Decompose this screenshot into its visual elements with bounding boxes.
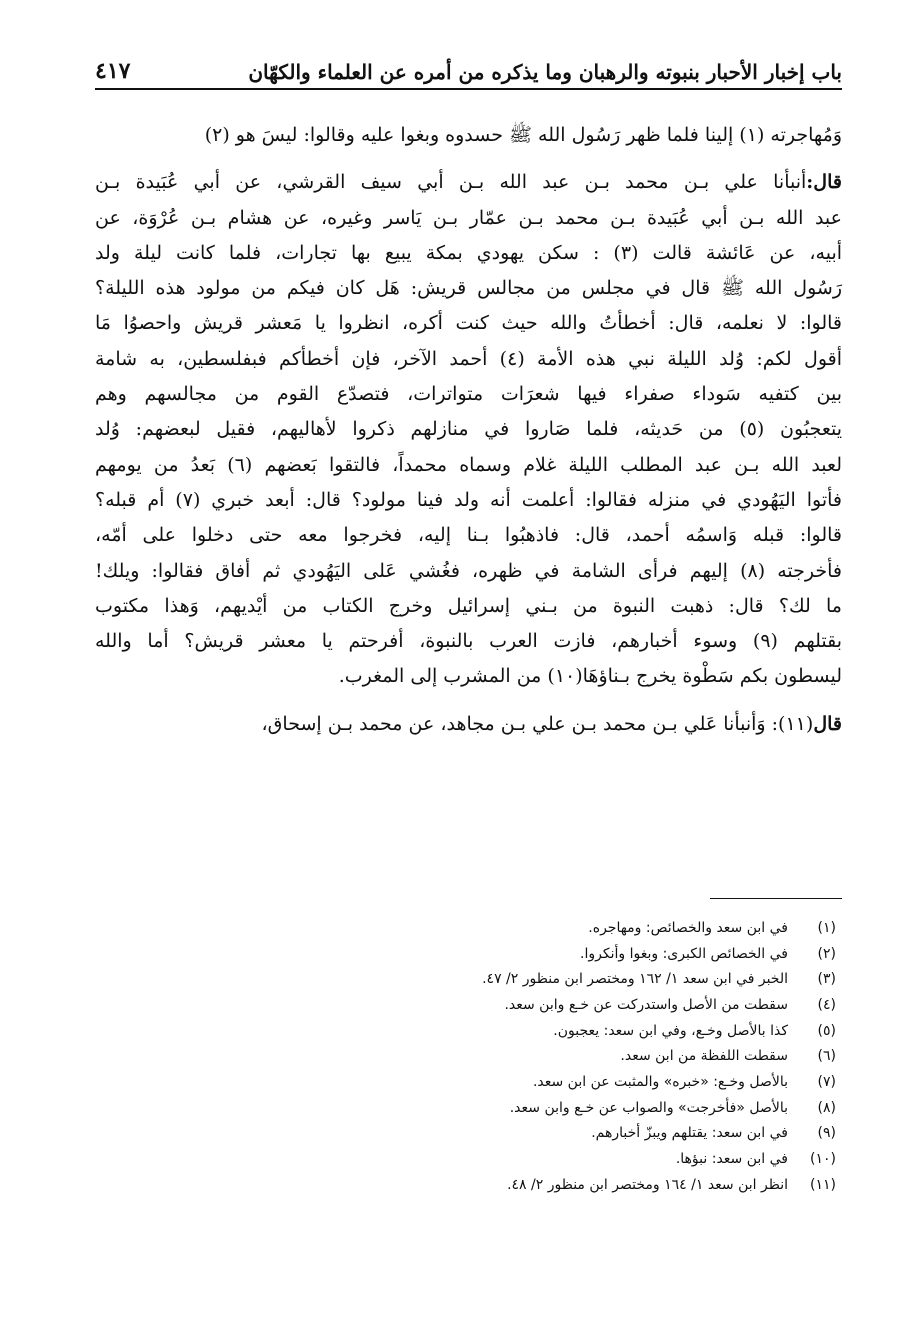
line-text: فأتوا اليَهُودي في منزله فقالوا: أعلمت أنه ولد فينا مولود؟ قال: أبعد خبري (٧) أم قبله؟	[95, 488, 843, 511]
paragraph-3	[95, 707, 842, 742]
footnote	[120, 1043, 842, 1069]
footnote	[120, 1172, 842, 1198]
footnote-number: (٦)	[817, 1048, 836, 1065]
speaker-label: قال	[813, 712, 842, 735]
text-line	[95, 707, 842, 742]
footnotes	[120, 915, 842, 1198]
paragraph-1	[95, 118, 842, 153]
text-line	[95, 448, 842, 483]
main-text	[95, 118, 842, 742]
footnote-text: في ابن سعد: يقتلهم ويبزّ أخبارهم.	[591, 1125, 788, 1142]
footnote	[120, 1018, 842, 1044]
text-line	[95, 377, 842, 412]
footnote-number: (٢)	[817, 945, 836, 962]
footnote-text: بالأصل «فأخرجت» والصواب عن خـع وابن سعد.	[509, 1099, 788, 1116]
text-line	[95, 306, 842, 341]
footnote-number: (١)	[817, 919, 836, 936]
footnote-text: في الخصائص الكبرى: وبغوا وأنكروا.	[580, 945, 788, 962]
text-line	[95, 659, 842, 694]
line-text: بقتلهم (٩) وسوء أخبارهم، فازت العرب بالنبوة، أفرحتم يا معشر قريش؟ أما والله	[95, 630, 842, 653]
text-line	[95, 624, 842, 659]
footnote-text: في ابن سعد: نبؤها.	[675, 1151, 788, 1168]
footnote-text: سقطت من الأصل واستدركت عن خـع وابن سعد.	[504, 996, 788, 1013]
line-text: يتعجبُون (٥) من حَديثه، فلما صَاروا في منازلهم ذكروا لأهاليهم، فقيل لبعضهم: وُلد	[95, 418, 843, 441]
text-line	[95, 412, 842, 447]
line-text: أنبأنا علي بـن محمد بـن عبد الله بـن أبي سيف القرشي، عن أبي عُبَيدة بـن	[95, 171, 807, 194]
text-line	[95, 483, 842, 518]
line-text: لعبد الله بـن عبد المطلب الليلة غلام وسماه محمداً، فالتقوا بَعضهم (٦) بَعدُ من يومهم	[95, 453, 842, 476]
footnote-number: (٩)	[817, 1125, 836, 1142]
footnote-text: انظر ابن سعد ١/ ١٦٤ ومختصر ابن منظور ٢/ ٤٨.	[507, 1176, 788, 1193]
footnote	[120, 992, 842, 1018]
chapter-title: باب إخبار الأحبار بنبوته والرهبان وما يذكره من أمره عن العلماء والكهّان	[248, 60, 842, 84]
footnote-number: (٤)	[817, 996, 836, 1013]
footnote-text: كذا بالأصل وخـع، وفي ابن سعد: يعجبون.	[553, 1022, 788, 1039]
footnote-number: (٣)	[817, 971, 836, 988]
text-line	[95, 236, 842, 271]
line-text: عبد الله بـن أبي عُبَيدة بـن محمد بـن عمّار بـن يَاسر وغيره، عن هشام بـن عُرْوَة، عن	[95, 206, 842, 229]
text-line	[95, 554, 842, 589]
line-text: بين كتفيه سَوداء صفراء فيها شعرَات متواترات، فتصدّع القوم من مجالسهم وهم	[95, 383, 842, 406]
paragraph-2	[95, 165, 842, 694]
footnote-text: سقطت اللفظة من ابن سعد.	[620, 1048, 788, 1065]
line-text: رَسُول الله ﷺ قال في مجلس من مجالس قريش: هَل كان فيكم من مولود هذه الليلة؟	[95, 277, 842, 300]
footnote-number: (٨)	[817, 1099, 836, 1116]
footnote	[120, 1095, 842, 1121]
footnote	[120, 915, 842, 941]
paragraph-3-text: (١١): وَأنبأنا عَلي بـن محمد بـن علي بـن مجاهد، عن محمد بـن إسحاق،	[261, 712, 814, 735]
text-line	[95, 518, 842, 553]
text-line: وَمُهاجرته (١) إلينا فلما ظهر رَسُول الله ﷺ حسدوه وبغوا عليه وقالوا: ليسَ هو (٢)	[204, 124, 842, 146]
running-header	[95, 52, 842, 90]
footnote-number: (١٠)	[810, 1151, 836, 1168]
footnote	[120, 1121, 842, 1147]
footnote	[120, 1069, 842, 1095]
line-text: ليسطون بكم سَطْوة يخرج بـناؤهَا(١٠) من المشرب إلى المغرب.	[338, 665, 842, 688]
line-text: فأخرجته (٨) إليهم فرأى الشامة في ظهره، فغُشي عَلى اليَهُودي ثم أفاق فقالوا: ويلك!	[95, 559, 842, 582]
text-line	[95, 589, 842, 624]
footnote	[120, 966, 842, 992]
text-line	[95, 342, 842, 377]
text-line	[95, 201, 842, 236]
footnote-number: (٥)	[817, 1022, 836, 1039]
speaker-label: قال:	[806, 171, 842, 194]
footnote-text: بالأصل وخـع: «خبره» والمثبت عن ابن سعد.	[532, 1073, 788, 1090]
line-text: أبيه، عن عَائشة قالت (٣) : سكن يهودي بمكة يبيع بها تجارات، فلما كانت ليلة ولد	[95, 241, 843, 264]
text-line	[95, 165, 842, 200]
line-text: قالوا: قبله وَاسمُه أحمد، قال: فاذهبُوا بـنا إليه، فخرجوا معه حتى دخلوا على أمّه،	[95, 524, 842, 547]
line-text: ما لك؟ قال: ذهبت النبوة من بـني إسرائيل وخرج الكتاب من أيْديهم، وَهذا مكتوب	[95, 594, 842, 617]
line-text: قالوا: لا نعلمه، قال: أخطأتُ والله حيث كنت أكره، انظروا يا مَعشر قريش واحصوُا مَا	[95, 312, 842, 335]
footnote-separator	[710, 898, 842, 899]
line-text: أقول لكم: وُلد الليلة نبي هذه الأمة (٤) أحمد الآخر، فإن أخطأكم فبفلسطين، به شامة	[95, 347, 842, 370]
text-line	[95, 271, 842, 306]
footnote-text: الخبر في ابن سعد ١/ ١٦٢ ومختصر ابن منظور ٢/ ٤٧.	[482, 971, 788, 988]
footnote-number: (٧)	[817, 1073, 836, 1090]
footnote	[120, 1146, 842, 1172]
footnote-number: (١١)	[810, 1176, 836, 1193]
footnote	[120, 941, 842, 967]
page-number: ٤١٧	[95, 58, 131, 84]
footnote-text: في ابن سعد والخصائص: ومهاجره.	[588, 919, 788, 936]
